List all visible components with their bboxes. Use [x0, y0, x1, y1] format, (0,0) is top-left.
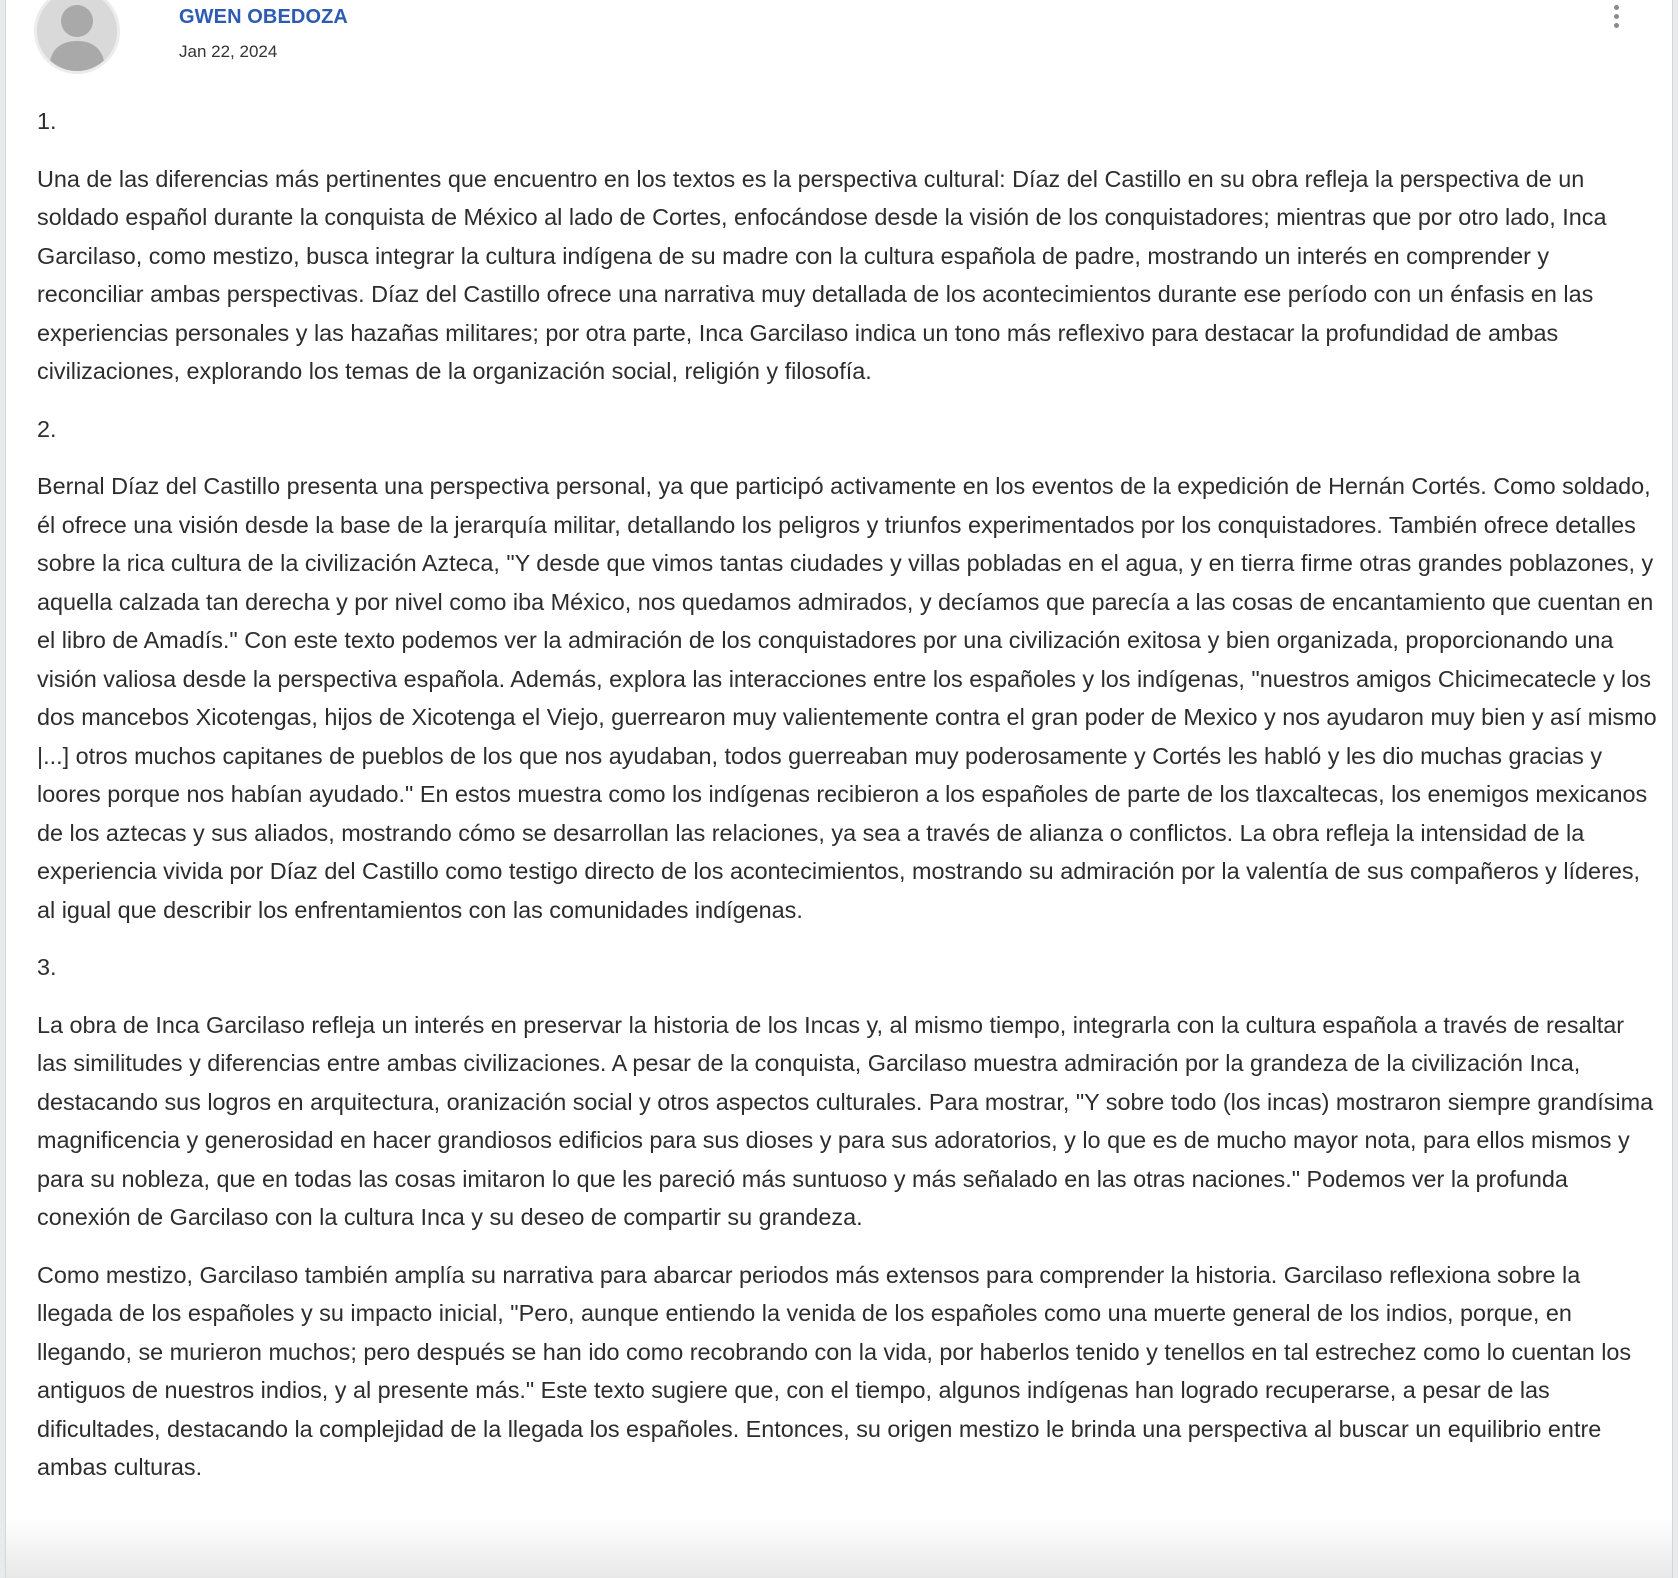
- section-number: 3.: [37, 954, 57, 980]
- post-paragraph: Bernal Díaz del Castillo presenta una perspectiva personal, ya que participó activamente en los eventos de la expedición de Hernán Cortés. Como soldado, él ofrece una visión desde la base de la jerarquía militar, detallando los peligros y triunfos experimentados por los conquistadores. También ofrece detalles sobre la rica cultura de la civilización Azteca, "Y desde que vimos tantas ciudades y villas pobladas en el agua, y en tierra firme otras grandes poblazones, y aquella calzada tan derecha y por nivel como iba México, nos quedamos admirados, y decíamos que parecía a las cosas de encantamiento que cuentan en el libro de Amadís." Con este texto podemos ver la admiración de los conquistadores por una civilización exitosa y bien organizada, proporcionando una visión valiosa desde la perspectiva española. Además, explora las interacciones entre los españoles y los indígenas, "nuestros amigos Chicimecatecle y los dos mancebos Xicotengas, hijos de Xicotenga el Viejo, guerrearon muy valientemente contra el gran poder de Mexico y nos ayudaron muy bien y así mismo |...] otros muchos capitanes de pueblos de los que nos ayudaban, todos guerreaban muy poderosamente y Cortés les habló y les dio muchas gracias y loores porque nos habían ayudado." En estos muestra como los indígenas recibieron a los españoles de parte de los tlaxcaltecas, los enemigos mexicanos de los aztecas y sus aliados, mostrando cómo se desarrollan las relaciones, ya sea a través de alianza o conflictos. La obra refleja la intensidad de la experiencia vivida por Díaz del Castillo como testigo directo de los acontecimientos, mostrando su admiración por la valentía de sus compañeros y líderes, al igual que describir los enfrentamientos con las comunidades indígenas.: [37, 473, 1657, 923]
- post-date: Jan 22, 2024: [179, 42, 278, 61]
- bottom-fade: [6, 1518, 1672, 1578]
- discussion-post: [5, 0, 1673, 1578]
- post-body: [37, 102, 1659, 1506]
- section-number: 1.: [37, 108, 57, 134]
- author-name-link[interactable]: GWEN OBEDOZA: [179, 6, 348, 28]
- avatar[interactable]: [34, 0, 120, 74]
- post-paragraph: Una de las diferencias más pertinentes que encuentro en los textos es la perspectiva cultural: Díaz del Castillo en su obra refleja la perspectiva de un soldado español durante la conquista de México al lado de Cortes, enfocándose desde la visión de los conquistadores; mientras que por otro lado, Inca Garcilaso, como mestizo, busca integrar la cultura indígena de su madre con la cultura española de padre, mostrando un interés en comprender y reconciliar ambas perspectivas. Díaz del Castillo ofrece una narrativa muy detallada de los acontecimientos durante ese período con un énfasis en las experiencias personales y las hazañas militares; por otra parte, Inca Garcilaso indica un tono más reflexivo para destacar la profundidad de ambas civilizaciones, explorando los temas de la organización social, religión y filosofía.: [37, 165, 1607, 384]
- kebab-menu-icon[interactable]: [1606, 2, 1626, 34]
- section-number: 2.: [37, 415, 57, 442]
- post-paragraph: Como mestizo, Garcilaso también amplía su narrativa para abarcar periodos más extensos para comprender la historia. Garcilaso reflexiona sobre la llegada de los españoles y su impacto inicial, "Pero, aunque entiendo la venida de los españoles como una muerte general de los indios, porque, en llegando, se murieron muchos; pero después se han ido como recobrando con la vida, por haberlos tenido y tenellos en tal estrechez como lo cuentan los antiguos de nuestros indios, y al presente más." Este texto sugiere que, con el tiempo, algunos indígenas han logrado recuperarse, a pesar de las dificultades, destacando la complejidad de la llegada los españoles. Entonces, su origen mestizo le brinda una perspectiva al buscar un equilibrio entre ambas culturas.: [37, 1261, 1632, 1480]
- default-user-avatar-icon: [37, 0, 117, 71]
- post-paragraph: La obra de Inca Garcilaso refleja un interés en preservar la historia de los Incas y, al mismo tiempo, integrarla con la cultura española a través de resaltar las similitudes y diferencias entre ambas civilizaciones. A pesar de la conquista, Garcilaso muestra admiración por la grandeza de la civilización Inca, destacando sus logros en arquitectura, oranización social y otros aspectos culturales. Para mostrar, "Y sobre todo (los incas) mostraron siempre grandísima magnificencia y generosidad en hacer grandiosos edificios para sus dioses y para sus adoratorios, y lo que es de mucho mayor nota, para ellos mismos y para su nobleza, que en todas las cosas imitaron lo que les pareció más suntuoso y más señalado en las otras naciones." Podemos ver la profunda conexión de Garcilaso con la cultura Inca y su deseo de compartir su grandeza.: [37, 1011, 1654, 1230]
